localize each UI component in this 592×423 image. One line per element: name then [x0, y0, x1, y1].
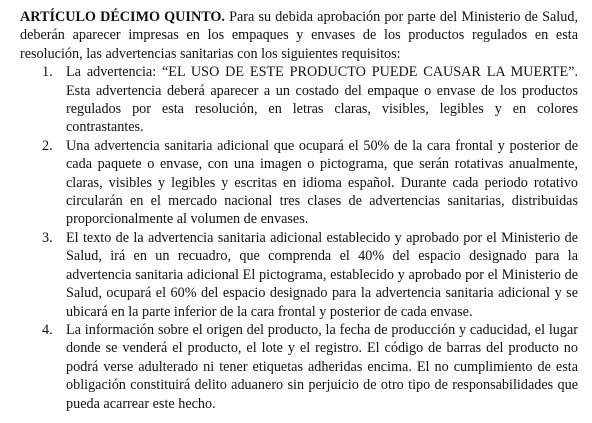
- article-heading: ARTÍCULO DÉCIMO QUINTO.: [20, 9, 225, 25]
- requirement-item-3: [42, 229, 578, 321]
- requirement-number: 2.: [42, 137, 53, 154]
- article-paragraph: [20, 8, 578, 63]
- requirement-item-1: [42, 63, 578, 137]
- requirement-number: 3.: [42, 229, 53, 246]
- requirement-item-4: [42, 321, 578, 413]
- requirement-text: La información sobre el origen del producto, la fecha de producción y caducidad, el lugar donde se venderá el producto, el lote y el registro. El código de barras del producto no podrá verse adulterado ni tener etiquetas adheridas encima. El no cumplimiento de esta obligación constituirá delito aduanero sin perjuicio de otro tipo de responsabilidades que pueda acarrear este hecho.: [66, 321, 578, 412]
- requirement-number: 1.: [42, 64, 53, 81]
- article-intro: Para su debida aprobación por parte del Ministerio de Salud, deberán aparecer impresas en los empaques y envases de los productos regulados en esta resolución, las advertencias sanitarias con los siguientes requisitos:: [20, 9, 578, 62]
- requirement-item-2: [42, 137, 578, 229]
- requirement-text: La advertencia: “EL USO DE ESTE PRODUCTO PUEDE CAUSAR LA MUERTE”. Esta advertencia deberá aparecer a un costado del empaque o envase de los productos regulados por esta resolución, en letras claras, visibles, legibles y en colores contrastantes.: [66, 64, 578, 136]
- requirement-number: 4.: [42, 321, 53, 338]
- requirements-list: [20, 63, 578, 413]
- requirement-text: El texto de la advertencia sanitaria adicional establecido y aprobado por el Ministerio de Salud, irá en un recuadro, que comprenda el 40% del espacio designado para la advertencia sanitaria adicional El pictograma, establecido y aprobado por el Ministerio de Salud, ocupará el 60% del espacio designado para la advertencia sanitaria adicional y se ubicará en la parte inferior de la cara frontal y posterior de cada envase.: [66, 229, 578, 320]
- requirement-text: Una advertencia sanitaria adicional que ocupará el 50% de la cara frontal y posterior de cada paquete o envase, con una imagen o pictograma, que serán rotativas anualmente, claras, visibles y legibles y escritas en idioma español. Durante cada periodo rotativo circularán en el mercado nacional tres clases de advertencias sanitarias, distribuidas proporcionalmente al volumen de envases.: [66, 137, 578, 228]
